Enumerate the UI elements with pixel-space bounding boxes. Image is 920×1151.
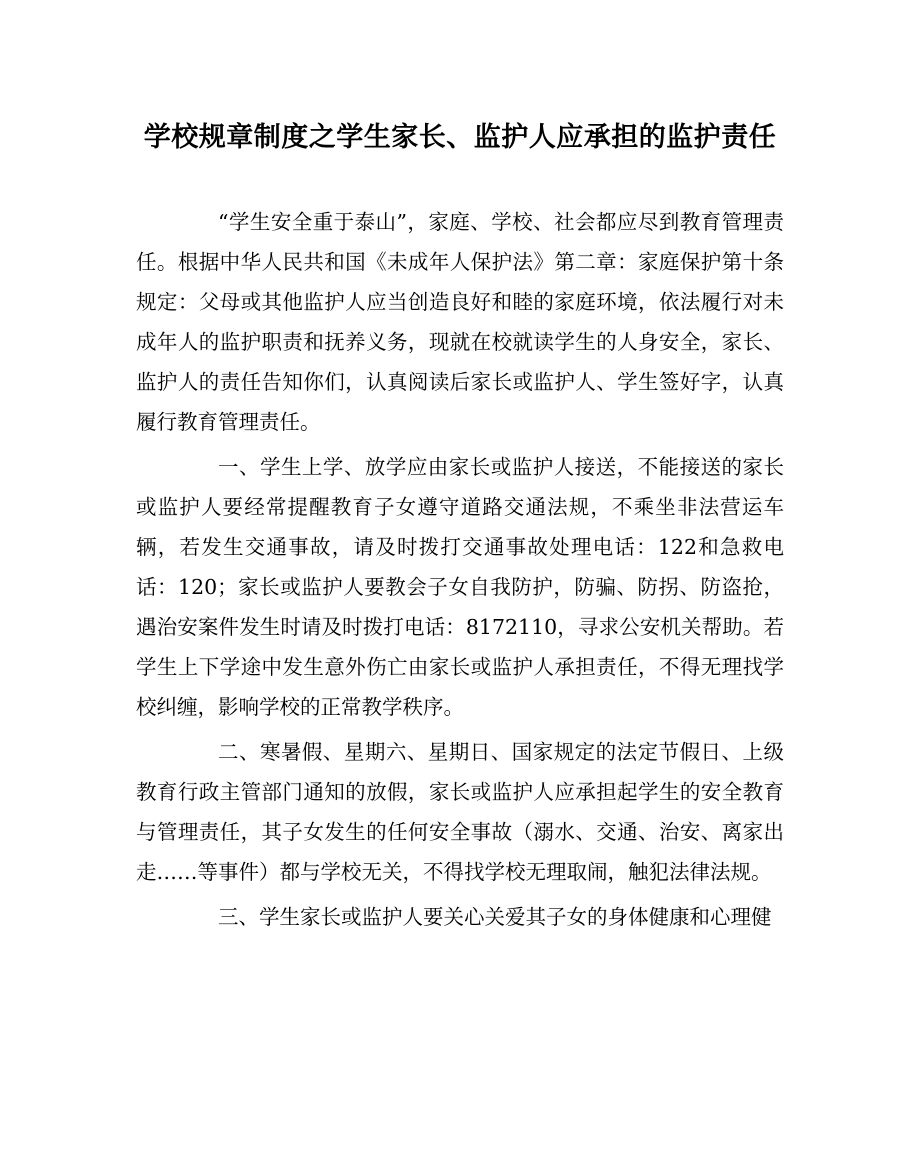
paragraph-clause-1: 一、学生上学、放学应由家长或监护人接送，不能接送的家长或监护人要经常提醒教育子女遵守道路交通法规，不乘坐非法营运车辆，若发生交通事故，请及时拨打交通事故处理电话：122和急救电话：120；家长或监护人要教会子女自我防护，防骗、防拐、防盗抢，遇治安案件发生时请及时拨打电话：8172110，寻求公安机关帮助。若学生上下学途中发生意外伤亡由家长或监护人承担责任，不得无理找学校纠缠，影响学校的正常教学秩序。 — [136, 455, 784, 719]
document-title: 学校规章制度之学生家长、监护人应承担的监护责任 — [143, 122, 777, 153]
paragraph-intro: “学生安全重于泰山”，家庭、学校、社会都应尽到教育管理责任。根据中华人民共和国《未成年人保护法》第二章：家庭保护第十条规定：父母或其他监护人应当创造良好和睦的家庭环境，依法履行对未成年人的监护职责和抚养义务，现就在校就读学生的人身安全，家长、监护人的责任告知你们，认真阅读后家长或监护人、学生签好字，认真履行教育管理责任。 — [136, 210, 784, 434]
document-page — [136, 118, 784, 942]
paragraph-clause-2: 二、寒暑假、星期六、星期日、国家规定的法定节假日、上级教育行政主管部门通知的放假，家长或监护人应承担起学生的安全教育与管理责任，其子女发生的任何安全事故（溺水、交通、治安、离家出走……等事件）都与学校无关，不得找学校无理取闹，触犯法律法规。 — [136, 740, 784, 884]
document-body — [136, 202, 784, 937]
paragraph-clause-3: 三、学生家长或监护人要关心关爱其子女的身体健康和心理健 — [218, 905, 772, 929]
